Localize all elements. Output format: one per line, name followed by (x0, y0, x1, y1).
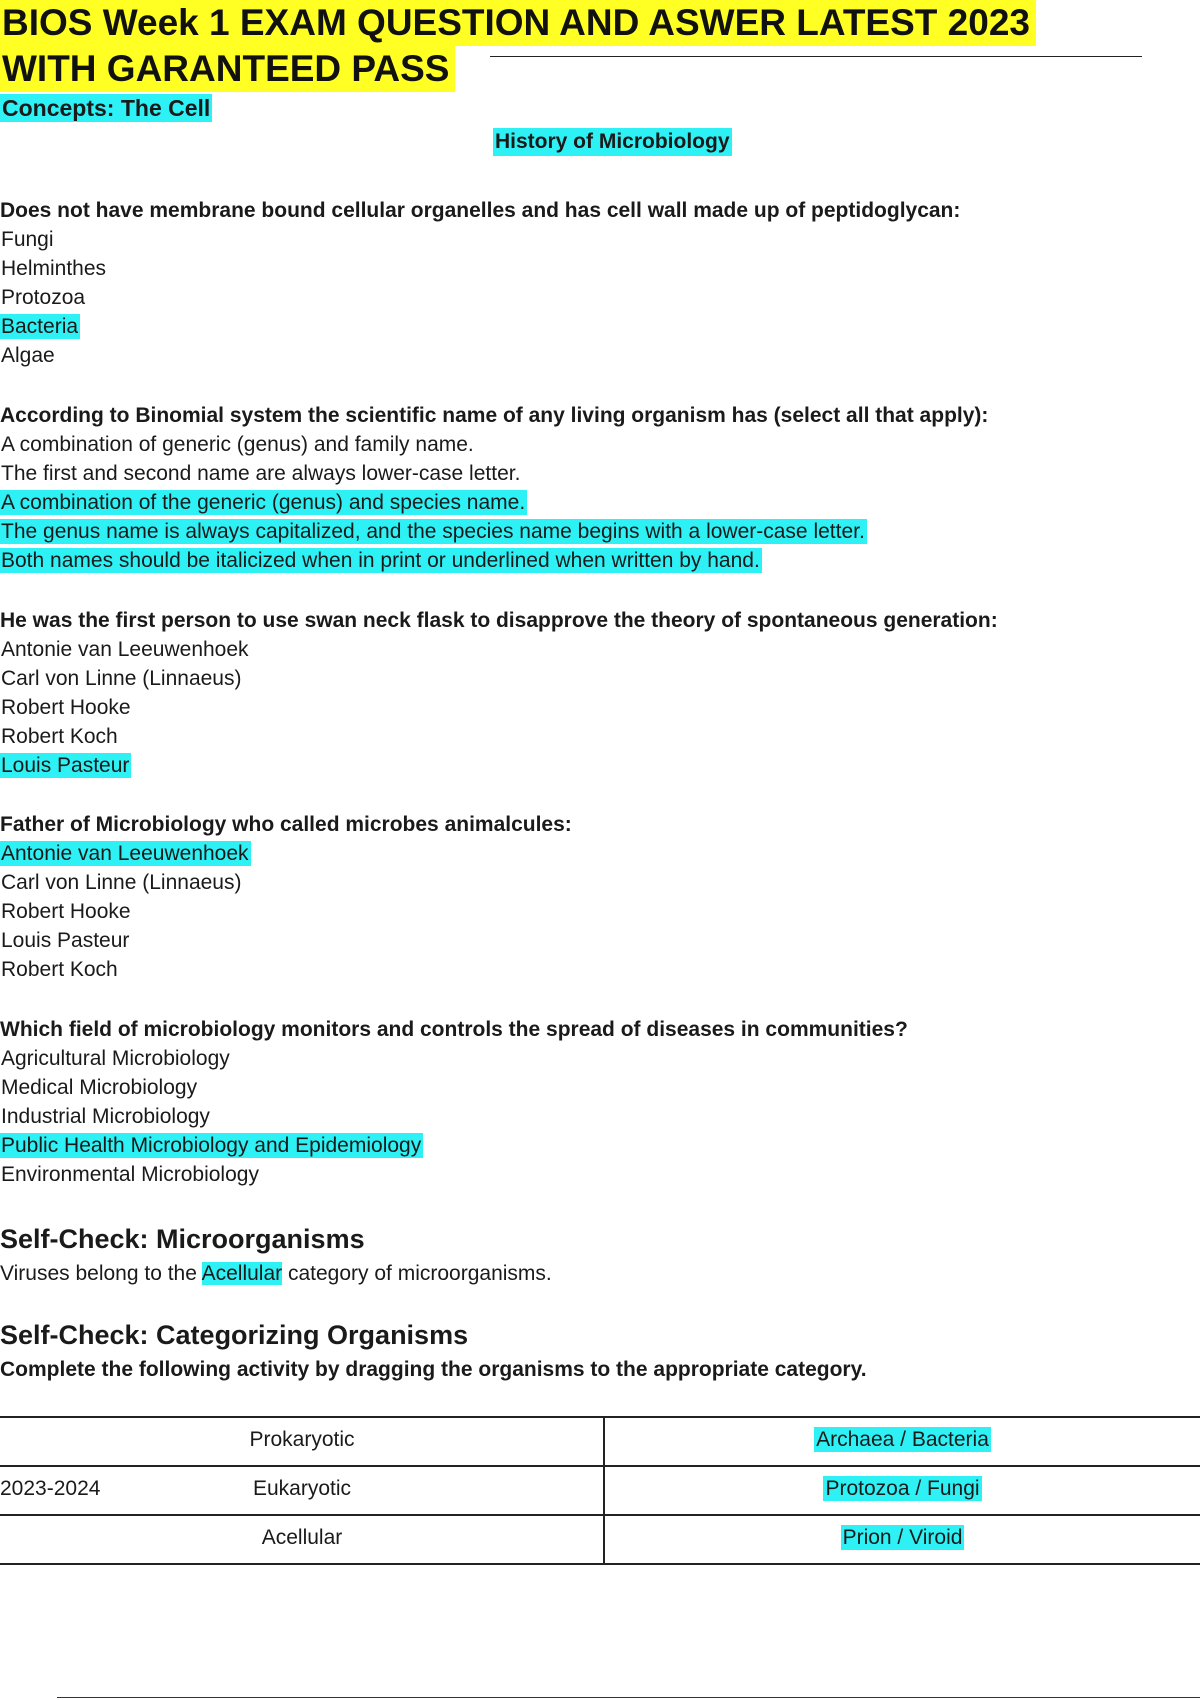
correct-answer-highlight: Both names should be italicized when in print or underlined when written by hand. (1, 549, 760, 572)
title-underline (490, 56, 1142, 57)
answer-option-correct (0, 517, 1180, 546)
answer-option (0, 868, 1180, 897)
answer-option (0, 1073, 1180, 1102)
answer-drop-target: Prion / Viroid (842, 1526, 963, 1549)
microorganisms-heading: Self-Check: Microorganisms (0, 1224, 365, 1254)
answer-option (0, 955, 1180, 984)
question-text: Which field of microbiology monitors and controls the spread of diseases in communities? (0, 1018, 908, 1041)
answer-option (0, 664, 1180, 693)
answer-option (0, 1044, 1180, 1073)
answer-option (0, 254, 1180, 283)
question-text: He was the first person to use swan neck flask to disapprove the theory of spontaneous generation: (0, 609, 998, 632)
fill-in-answer: Acellular (201, 1262, 283, 1285)
answer-drop-target: Protozoa / Fungi (825, 1477, 980, 1500)
option-text: Medical Microbiology (1, 1076, 198, 1099)
answer-option-correct (0, 751, 1180, 780)
answer-option-correct (0, 312, 1180, 341)
question-text: Does not have membrane bound cellular organelles and has cell wall made up of peptidoglycan: (0, 199, 961, 222)
option-text: Robert Koch (1, 725, 118, 748)
year-label: 2023-2024 (0, 1477, 101, 1500)
answer-option (0, 1160, 1180, 1189)
answer-option-correct (0, 839, 1180, 868)
footer-rule (57, 1697, 1200, 1698)
correct-answer-highlight: The genus name is always capitalized, and the species name begins with a lower-case letter. (1, 520, 865, 543)
option-text: Algae (1, 344, 55, 367)
answer-option (0, 283, 1180, 312)
table-row (0, 1467, 1200, 1516)
answer-option (0, 693, 1180, 722)
categorizing-instruction: Complete the following activity by dragging the organisms to the appropriate category. (0, 1358, 867, 1381)
microorganisms-sentence (0, 1259, 552, 1288)
correct-answer-highlight: Bacteria (1, 315, 79, 338)
option-text: Robert Koch (1, 958, 118, 981)
concepts-heading: Concepts: The Cell (2, 95, 211, 121)
answer-option-correct (0, 488, 1180, 517)
option-text: A combination of generic (genus) and family name. (1, 433, 474, 456)
category-cell: Acellular (261, 1526, 343, 1549)
table-row (0, 1416, 1200, 1467)
answer-option (0, 341, 1180, 370)
correct-answer-highlight: Public Health Microbiology and Epidemiology (1, 1134, 422, 1157)
categorizing-heading: Self-Check: Categorizing Organisms (0, 1320, 469, 1350)
answer-option (0, 926, 1180, 955)
question-block (0, 196, 1180, 370)
title-line-1: BIOS Week 1 EXAM QUESTION AND ASWER LATEST 2023 (0, 0, 1036, 46)
question-block (0, 1015, 1180, 1189)
option-text: Agricultural Microbiology (1, 1047, 230, 1070)
option-text: Environmental Microbiology (1, 1163, 259, 1186)
option-text: Fungi (1, 228, 54, 251)
answer-cell (605, 1526, 1200, 1550)
question-block (0, 810, 1180, 984)
answer-option (0, 897, 1180, 926)
sentence-start: Viruses belong to the (0, 1262, 202, 1285)
option-text: Louis Pasteur (1, 929, 130, 952)
option-text: Carl von Linne (Linnaeus) (1, 667, 242, 690)
answer-option (0, 459, 1180, 488)
option-text: Robert Hooke (1, 696, 131, 719)
document-title (0, 0, 1145, 92)
option-text: Antonie van Leeuwenhoek (1, 638, 249, 661)
option-text: Carl von Linne (Linnaeus) (1, 871, 242, 894)
answer-drop-target: Archaea / Bacteria (816, 1428, 989, 1451)
category-cell: Prokaryotic (249, 1428, 355, 1451)
answer-cell (605, 1428, 1200, 1452)
correct-answer-highlight: Louis Pasteur (1, 754, 130, 777)
answer-option (0, 430, 1180, 459)
question-block (0, 606, 1180, 780)
table-row (0, 1516, 1200, 1565)
answer-option-correct (0, 546, 1180, 575)
question-text: According to Binomial system the scientific name of any living organism has (select all that apply): (0, 404, 989, 427)
question-block (0, 401, 1180, 575)
answer-option (0, 635, 1180, 664)
answer-option-correct (0, 1131, 1180, 1160)
category-cell: Eukaryotic (252, 1477, 352, 1500)
answer-option (0, 225, 1180, 254)
answer-cell (605, 1477, 1200, 1501)
history-heading: History of Microbiology (493, 128, 732, 156)
sentence-end: category of microorganisms. (282, 1262, 552, 1285)
correct-answer-highlight: Antonie van Leeuwenhoek (1, 842, 249, 865)
title-line-2: WITH GARANTEED PASS (0, 46, 455, 92)
option-text: Robert Hooke (1, 900, 131, 923)
question-text: Father of Microbiology who called microbes animalcules: (0, 813, 572, 836)
answer-option (0, 722, 1180, 751)
correct-answer-highlight: A combination of the generic (genus) and species name. (1, 491, 526, 514)
option-text: The first and second name are always lower-case letter. (1, 462, 521, 485)
option-text: Protozoa (1, 286, 86, 309)
category-table (0, 1416, 1200, 1565)
option-text: Helminthes (1, 257, 107, 280)
answer-option (0, 1102, 1180, 1131)
option-text: Industrial Microbiology (1, 1105, 210, 1128)
